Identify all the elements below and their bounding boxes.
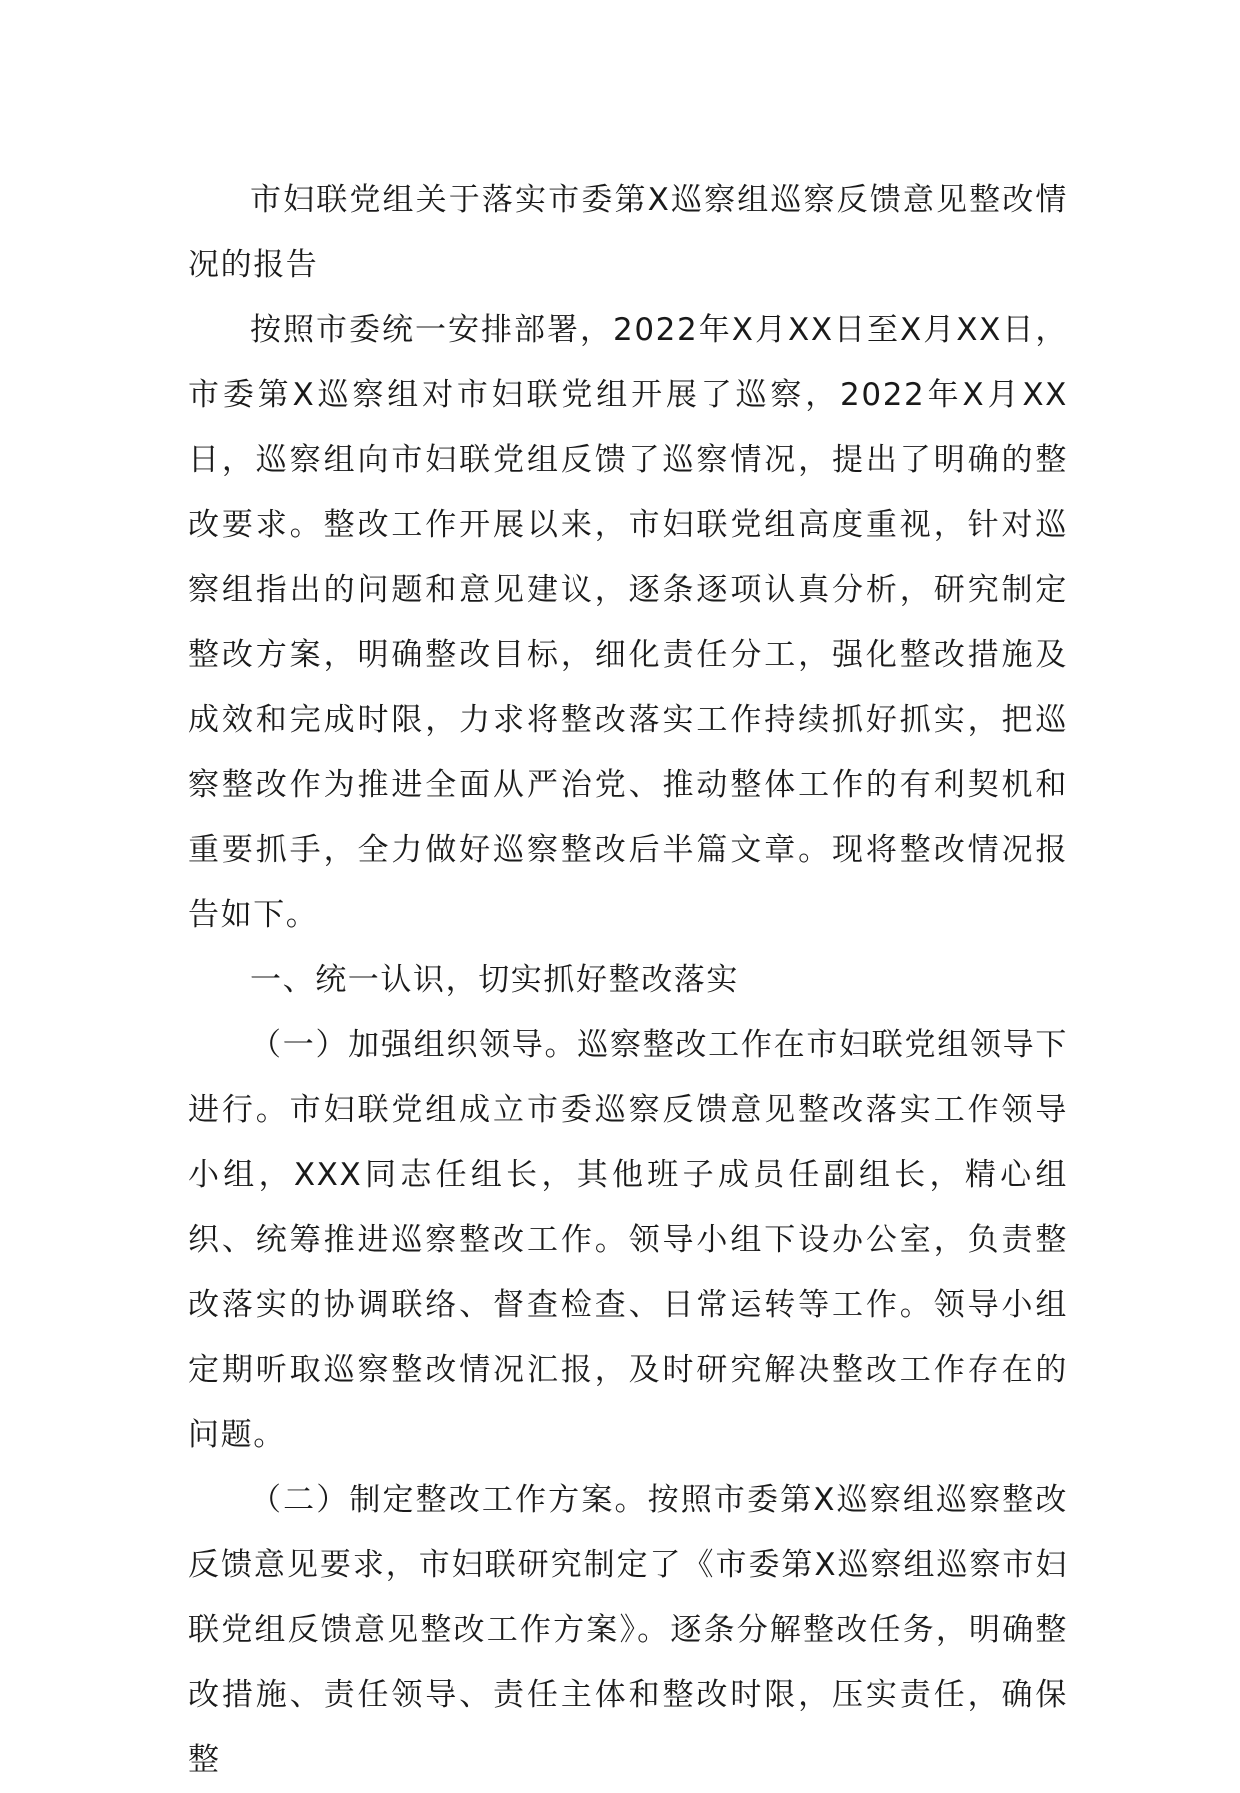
intro-paragraph: 按照市委统一安排部署，2022年X月XX日至X月XX日，市委第X巡察组对市妇联党组开展了巡察，2022年X月XX日，巡察组向市妇联党组反馈了巡察情况，提出了明确的整改要求。整改工作开展以来，市妇联党组高度重视，针对巡察组指出的问题和意见建议，逐条逐项认真分析，研究制定整改方案，明确整改目标，细化责任分工，强化整改措施及成效和完成时限，力求将整改落实工作持续抓好抓实，把巡察整改作为推进全面从严治党、推动整体工作的有利契机和重要抓手，全力做好巡察整改后半篇文章。现将整改情况报告如下。	[188, 312, 1068, 933]
subsection-two-paragraph: （二）制定整改工作方案。按照市委第X巡察组巡察整改反馈意见要求，市妇联研究制定了《市委第X巡察组巡察市妇联党组反馈意见整改工作方案》。逐条分解整改任务，明确整改措施、责任领导、责任主体和整改时限，压实责任，确保整	[188, 1482, 1068, 1778]
subsection-one-paragraph: （一）加强组织领导。巡察整改工作在市妇联党组领导下进行。市妇联党组成立市委巡察反馈意见整改落实工作领导小组，XXX同志任组长，其他班子成员任副组长，精心组织、统筹推进巡察整改工作。领导小组下设办公室，负责整改落实的协调联络、督查检查、日常运转等工作。领导小组定期听取巡察整改情况汇报，及时研究解决整改工作存在的问题。	[188, 1027, 1068, 1453]
document-title: 市妇联党组关于落实市委第X巡察组巡察反馈意见整改情况的报告	[188, 182, 1068, 283]
document-body	[188, 168, 1068, 1793]
section-heading-one: 一、统一认识，切实抓好整改落实	[250, 962, 739, 998]
